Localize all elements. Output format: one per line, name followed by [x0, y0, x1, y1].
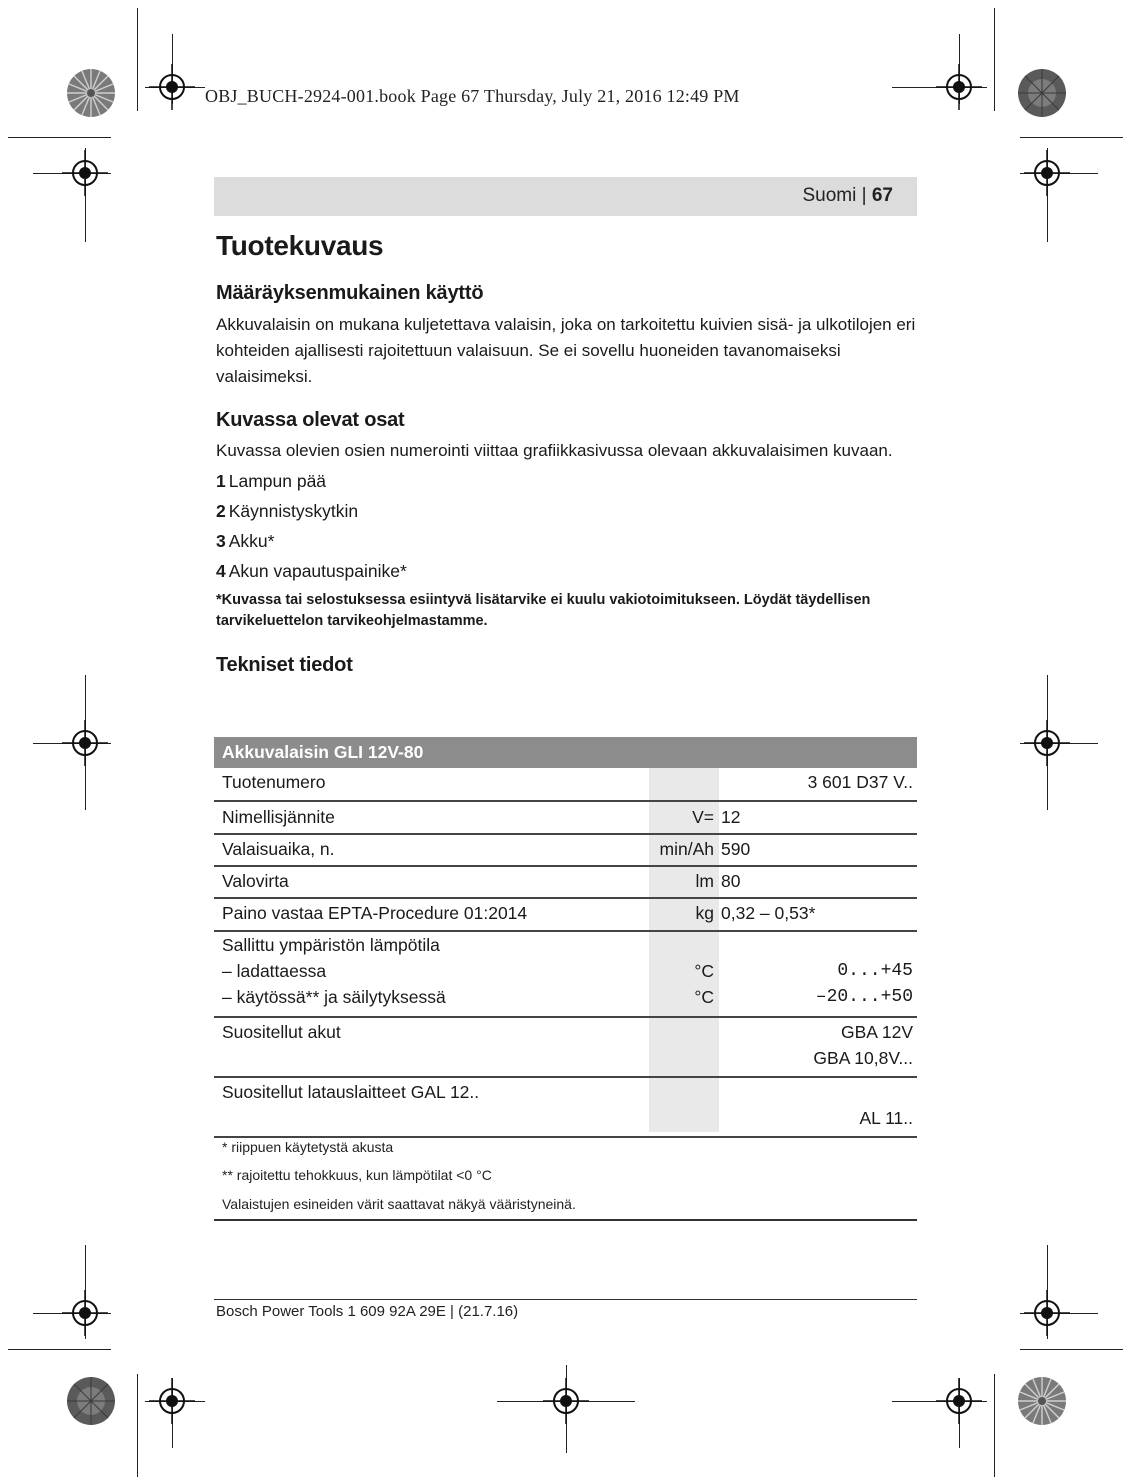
- registration-mark: [936, 64, 982, 110]
- row-unit: °C: [694, 961, 714, 981]
- section-heading-intended-use: Määräyksenmukainen käyttö: [216, 282, 484, 304]
- crop-line: [1020, 137, 1123, 138]
- color-wheel-icon: [66, 68, 116, 118]
- table-title: Akkuvalaisin GLI 12V-80: [214, 737, 917, 768]
- row-value: 12: [721, 807, 741, 827]
- page-content: [216, 224, 916, 677]
- registration-mark: [62, 1290, 108, 1336]
- crop-line: [8, 1349, 111, 1350]
- table-row: [214, 899, 917, 932]
- row-value: –20...+50: [815, 987, 913, 1007]
- item-number: 2: [216, 501, 226, 521]
- crop-line: [1020, 1349, 1123, 1350]
- registration-mark: [1024, 1290, 1070, 1336]
- row-value: GBA 10,8V...: [813, 1048, 913, 1068]
- table-row: [214, 768, 917, 802]
- table-row: [214, 802, 917, 835]
- crop-line: [994, 8, 995, 111]
- row-label: Nimellisjännite: [222, 807, 335, 827]
- crop-line: [137, 1374, 138, 1477]
- components-text: Kuvassa olevien osien numerointi viittaa grafiikkasivussa olevaan akkuvalaisimen kuvaan.: [216, 441, 893, 460]
- table-row: [214, 1078, 917, 1138]
- page-number: 67: [871, 185, 893, 206]
- row-value: 0,32 – 0,53*: [721, 903, 816, 923]
- accessory-note: *Kuvassa tai selostuksessa esiintyvä lisätarvike ei kuulu vakiotoimitukseen. Löydät täydellisen tarvikeluettelon tarvikeohjelmastamme.: [216, 592, 871, 629]
- row-label: Sallittu ympäristön lämpötila: [222, 935, 440, 955]
- item-number: 1: [216, 471, 226, 491]
- crop-line: [8, 137, 111, 138]
- row-unit: min/Ah: [659, 839, 714, 859]
- table-row: [214, 1018, 917, 1078]
- color-wheel-icon: [66, 1376, 116, 1426]
- item-label: Lampun pää: [228, 471, 327, 491]
- row-value: GBA 12V: [841, 1022, 913, 1042]
- crop-line: [994, 1374, 995, 1477]
- row-value: 3 601 D37 V..: [807, 772, 913, 792]
- registration-mark: [149, 1378, 195, 1424]
- registration-mark: [1024, 150, 1070, 196]
- components-list: [216, 466, 916, 586]
- table-row: [214, 932, 917, 1018]
- list-item: [216, 466, 916, 496]
- page-header: [214, 177, 917, 216]
- item-number: 3: [216, 531, 226, 551]
- registration-mark: [936, 1378, 982, 1424]
- print-slug: OBJ_BUCH-2924-001.book Page 67 Thursday, July 21, 2016 12:49 PM: [205, 86, 740, 106]
- row-label: Valovirta: [222, 871, 289, 891]
- section-heading-components: Kuvassa olevat osat: [216, 409, 405, 431]
- row-unit: °C: [694, 987, 714, 1007]
- row-unit: kg: [695, 903, 714, 923]
- tech-table: [214, 737, 917, 1138]
- row-label: Paino vastaa EPTA-Procedure 01:2014: [222, 903, 528, 923]
- color-wheel-icon: [1017, 1376, 1067, 1426]
- page-title: Tuotekuvaus: [216, 230, 384, 261]
- list-item: [216, 496, 916, 526]
- registration-mark: [149, 64, 195, 110]
- section-heading-tech: Tekniset tiedot: [216, 654, 353, 676]
- header-separator: |: [856, 185, 872, 206]
- row-value: AL 11..: [859, 1108, 913, 1128]
- registration-mark: [543, 1378, 589, 1424]
- table-row: [214, 835, 917, 867]
- row-value: 590: [721, 839, 751, 859]
- row-sublabel: – käytössä** ja säilytyksessä: [222, 987, 446, 1007]
- footnote: * riippuen käytetystä akusta: [222, 1139, 394, 1155]
- table-row: [214, 867, 917, 899]
- color-wheel-icon: [1017, 68, 1067, 118]
- item-number: 4: [216, 561, 226, 581]
- registration-mark: [62, 720, 108, 766]
- item-label: Akku*: [228, 531, 275, 551]
- row-label: Suositellut latauslaitteet GAL 12..: [222, 1082, 480, 1102]
- divider: [214, 1219, 917, 1221]
- registration-mark: [62, 150, 108, 196]
- row-value: 80: [721, 871, 741, 891]
- row-value: 0...+45: [837, 961, 913, 981]
- row-label: Suositellut akut: [222, 1022, 341, 1042]
- list-item: [216, 556, 916, 586]
- crop-line: [137, 8, 138, 111]
- row-sublabel: – ladattaessa: [222, 961, 327, 981]
- page-footer: Bosch Power Tools 1 609 92A 29E | (21.7.16): [216, 1303, 519, 1320]
- header-label: [803, 185, 894, 207]
- footnote: Valaistujen esineiden värit saattavat näkyä vääristyneinä.: [222, 1196, 576, 1212]
- footnote: ** rajoitettu tehokkuus, kun lämpötilat <0 °C: [222, 1167, 492, 1183]
- list-item: [216, 526, 916, 556]
- row-unit: lm: [695, 871, 714, 891]
- header-language: Suomi: [802, 185, 857, 206]
- row-unit: V=: [692, 807, 714, 827]
- intended-use-text: Akkuvalaisin on mukana kuljetettava valaisin, joka on tarkoitettu kuivien sisä- ja ulkotilojen eri kohteiden ajallisesti rajoitettuun valaisuun. Se ei sovellu huoneiden tavanomaiseksi valaisimeksi.: [216, 315, 916, 386]
- row-label: Tuotenumero: [222, 772, 326, 792]
- item-label: Käynnistyskytkin: [228, 501, 359, 521]
- item-label: Akun vapautuspainike*: [228, 561, 407, 581]
- row-label: Valaisuaika, n.: [222, 839, 335, 859]
- registration-mark: [1024, 720, 1070, 766]
- footer-divider: [214, 1299, 917, 1300]
